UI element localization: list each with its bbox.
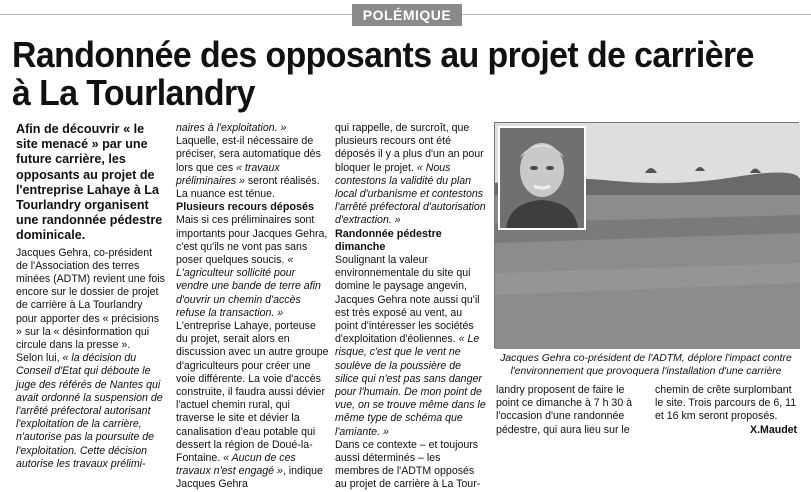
quote: « Aucun de ces travaux n'est engagé » — [176, 452, 296, 478]
quote: « la décision du Conseil d'Etat qui déboute le juge des référés de Nantes qui avait ordonné la suspension de l'arrêté préfectoral autorisant l'exploitation de la carrière, n'autorise pas la poursuite de l'exploitation. Cette décision autorise les travaux prélimi- — [16, 352, 163, 470]
text-run: Laquelle, est-il nécessaire de préciser, sera automatique dès lors que ces — [176, 135, 321, 174]
quote: « travaux préliminaires » — [176, 161, 280, 187]
paragraph — [176, 122, 329, 201]
paragraph — [335, 122, 487, 228]
section-rubric: POLÉMIQUE — [352, 4, 462, 26]
article-column-3 — [335, 122, 487, 492]
paragraph-continuation: landry proposent de faire le point ce dimanche à 7 h 30 à l'occasion d'une randonnée pédestre, qui aura lieu sur le — [496, 384, 633, 436]
text-run: seront réalisés. La nuance est ténue. — [176, 174, 320, 201]
text-run: L'entreprise Lahaye, porteuse du projet, serait alors en discussion avec un autre groupe d'agriculteurs pour créer une voie différente. La voie d'accès construite, il faudra aussi dévier l'actuel chemin rural, qui traverse le site et dévier la canalisation d'eau potable qui dessert la région de Doué-la-Fontaine. — [176, 320, 329, 465]
article-column-2 — [176, 122, 329, 492]
paragraph — [176, 214, 329, 491]
subheading: Randonnée pédestre dimanche — [335, 227, 442, 253]
article-headline: Randonnée des opposants au projet de carrière à La Tourlandry — [12, 34, 754, 113]
top-rule-right — [462, 14, 811, 15]
photo-credit: X.Maudet — [750, 424, 798, 436]
quote: naires à l'exploitation. » — [176, 122, 287, 134]
portrait-inset-photo — [498, 126, 586, 230]
portrait-image — [500, 128, 584, 228]
text-run: , indique Jacques Gehra — [176, 465, 323, 491]
article-column-1 — [16, 122, 166, 471]
paragraph: Dans ce contexte – et toujours aussi déterminés – les membres de l'ADTM opposés au projet de carrière à La Tour- — [335, 438, 481, 491]
subheading: Plusieurs recours déposés — [176, 201, 315, 214]
photo-caption: Jacques Gehra co-président de l'ADTM, déplore l'impact contre l'environnement que provoquera l'installation d'une carrière — [500, 353, 792, 377]
quote: « Le risque, c'est que le vent ne soulève de la poussière de silice qui n'est pas sans danger pour l'humain. De mon point de vue, on se trouve même dans le même type de schéma que l'amiante. » — [335, 333, 486, 438]
article-lead: Afin de découvrir « le site menacé » par une future carrière, les opposants au projet de l'entreprise Lahaye à La Tourlandry organisent une randonnée pédestre dominicale. — [16, 122, 163, 243]
top-rule-left — [0, 14, 352, 15]
paragraph — [335, 254, 487, 439]
paragraph-continuation: chemin de crête surplombant le site. Trois parcours de 6, 11 et 16 km seront proposés. — [655, 384, 797, 423]
quote: « Nous contestons la validité du plan local d'urbanisme et contestons l'arrêté préfectoral d'autorisation d'extraction. » — [335, 161, 486, 227]
text-run: Soulignant la valeur environnementale du site qui domine le paysage angevin, Jacques Gehra note aussi qu'il est très exposé au vent, au point d'intéresser les sociétés d'exploitation d'éoliennes. — [335, 254, 480, 346]
text-run: Selon lui, — [16, 352, 63, 365]
text-run: qui rappelle, de surcroît, que plusieurs recours ont été déposés il y a plus d'un an pour bloquer le projet. — [335, 122, 484, 174]
paragraph — [16, 352, 166, 471]
quote: « L'agriculteur sollicité pour vendre une bande de terre afin d'ouvrir un chemin d'accès refuse la transaction. » — [176, 254, 321, 319]
text-run: Mais si ces préliminaires sont importants pour Jacques Gehra, c'est qu'ils ne vont pas sans poser quelques soucis. — [176, 214, 328, 267]
paragraph: Jacques Gehra, co-président de l'Association des terres minées (ADTM) revient une fois encore sur le dossier de projet de carrière à La Tourlandry pour apporter des « précisions » sur la « désinformation qui circule dans la presse ». — [16, 246, 165, 352]
